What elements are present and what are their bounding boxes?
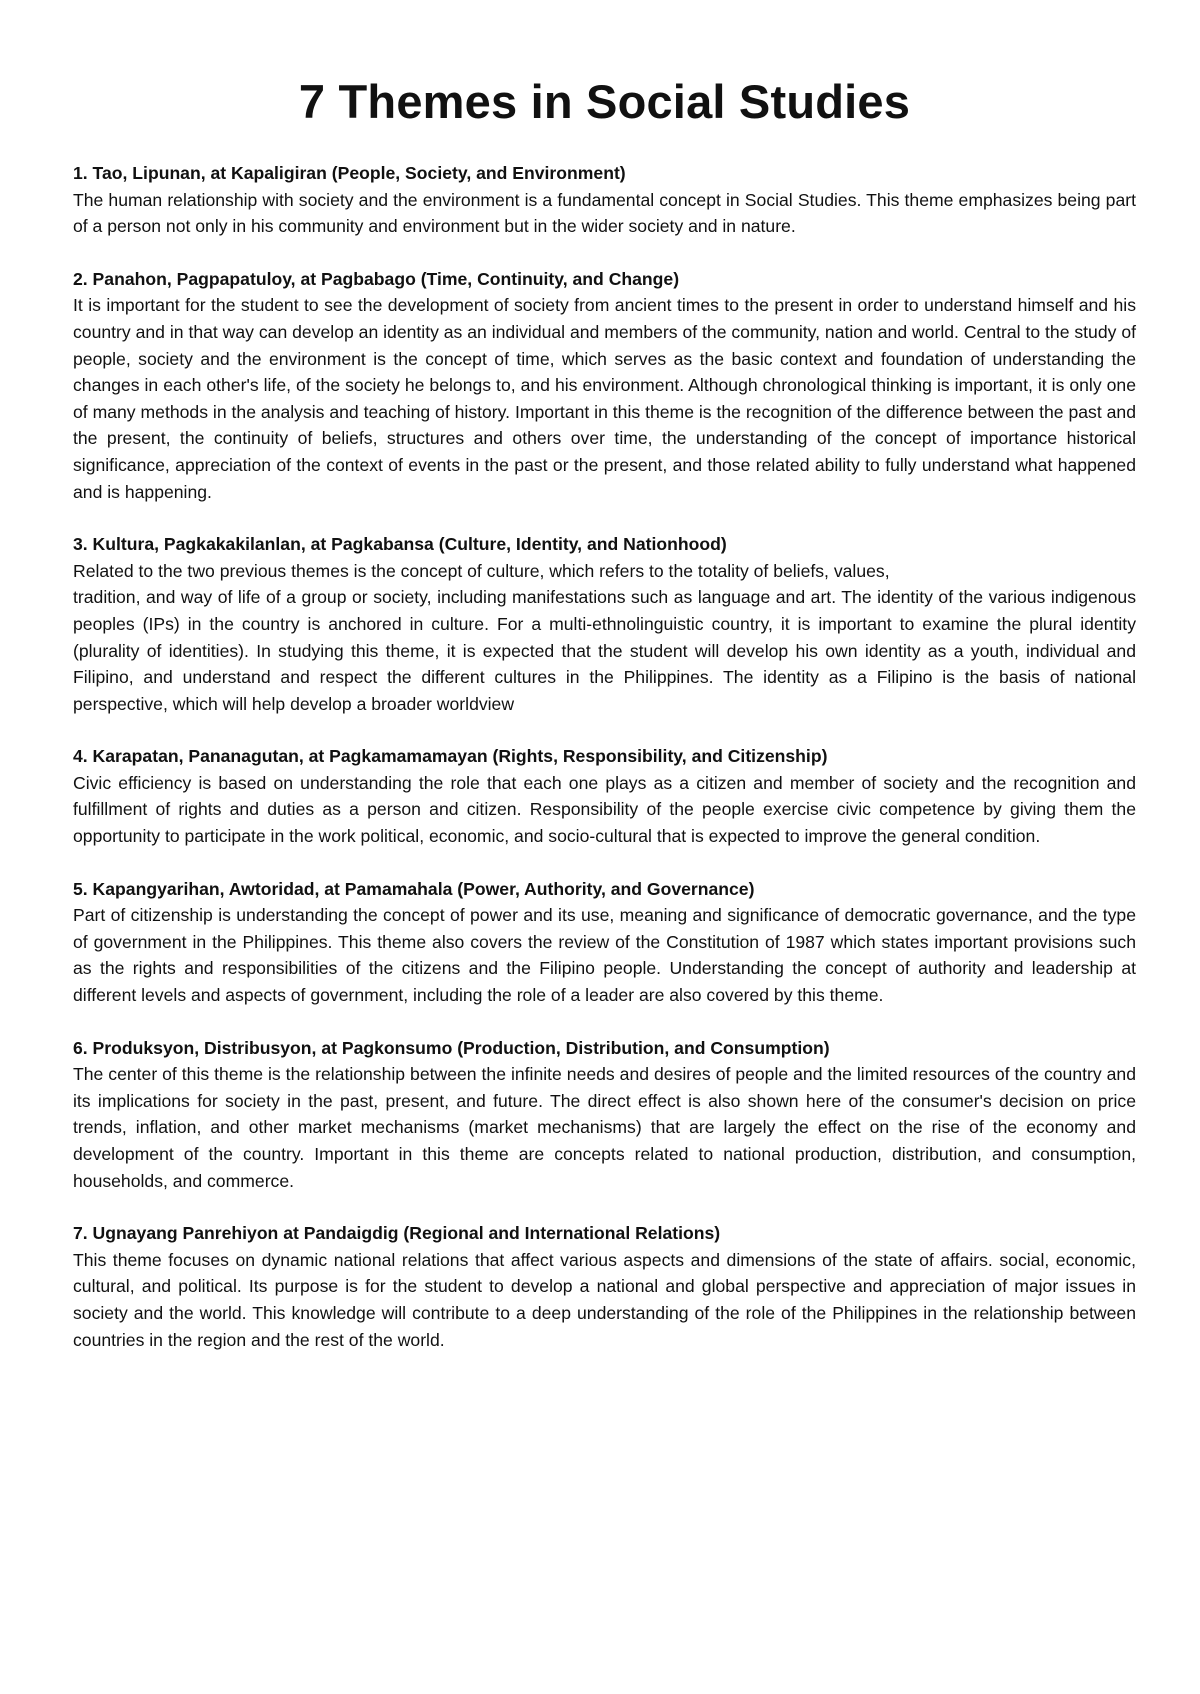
theme-paragraph: The human relationship with society and the environment is a fundamental concept in Social Studies. This theme emphasizes being part of a person not only in his community and environment but in the wider society and in nature. (73, 189, 1136, 237)
theme-paragraph: It is important for the student to see the development of society from ancient times to the present in order to understand himself and his country and in that way can develop an identity as an individual and members of the community, nation and world. Central to the study of people, society and the environment is the concept of time, which serves as the basic context and foundation of understanding the changes in each other's life, of the society he belongs to, and his environment. Although chronological thinking is important, it is only one of many methods in the analysis and teaching of history. Important in this theme is the recognition of the difference between the past and the present, the continuity of beliefs, structures and others over time, the understanding of the concept of importance historical significance, appreciation of the context of events in the past or the present, and those related ability to fully understand what happened and is happening. (73, 295, 1136, 502)
theme-section-7 (73, 1220, 1136, 1353)
theme-heading: 5. Kapangyarihan, Awtoridad, at Pamamahala (Power, Authority, and Governance) (73, 878, 755, 899)
theme-heading: 3. Kultura, Pagkakakilanlan, at Pagkabansa (Culture, Identity, and Nationhood) (73, 534, 727, 555)
theme-section-2 (73, 266, 1136, 505)
theme-paragraph: This theme focuses on dynamic national relations that affect various aspects and dimensions of the state of affairs. social, economic, cultural, and political. Its purpose is for the student to develop a national and global perspective and appreciation of major issues in society and the world. This knowledge will contribute to a deep understanding of the role of the Philippines in the relationship between countries in the region and the rest of the world. (73, 1249, 1136, 1350)
theme-paragraph: The center of this theme is the relationship between the infinite needs and desires of people and the limited resources of the country and its implications for society in the past, present, and future. The direct effect is also shown here of the consumer's decision on price trends, inflation, and other market mechanisms (market mechanisms) that are largely the effect on the rise of the economy and development of the country. Important in this theme are concepts related to national production, distribution, and consumption, households, and commerce. (73, 1064, 1136, 1191)
theme-heading: 6. Produksyon, Distribusyon, at Pagkonsumo (Production, Distribution, and Consumption) (73, 1037, 830, 1058)
document-title: 7 Themes in Social Studies (298, 75, 911, 128)
theme-heading: 1. Tao, Lipunan, at Kapaligiran (People, Society, and Environment) (73, 163, 626, 183)
theme-heading: 7. Ugnayang Panrehiyon at Pandaigdig (Regional and International Relations) (73, 1223, 721, 1244)
theme-section-3 (73, 531, 1136, 717)
theme-section-1 (73, 160, 1136, 240)
theme-paragraph: tradition, and way of life of a group or society, including manifestations such as language and art. The identity of the various indigenous peoples (IPs) in the country is anchored in culture. For a multi-ethnolinguistic country, it is important to examine the plural identity (plurality of identities). In studying this theme, it is expected that the student will develop his own identity as a youth, individual and Filipino, and understand and respect the different cultures in the Philippines. The identity as a Filipino is the basis of national perspective, which will help develop a broader worldview (73, 587, 1136, 714)
theme-paragraph: Part of citizenship is understanding the concept of power and its use, meaning and significance of democratic governance, and the type of government in the Philippines. This theme also covers the review of the Constitution of 1987 which states important provisions such as the rights and responsibilities of the citizens and the Filipino people. Understanding the concept of authority and leadership at different levels and aspects of government, including the role of a leader are also covered by this theme. (73, 905, 1136, 1006)
theme-section-4 (73, 743, 1136, 849)
theme-heading: 4. Karapatan, Pananagutan, at Pagkamamamayan (Rights, Responsibility, and Citizenship) (73, 746, 828, 767)
theme-paragraph-first-line: Related to the two previous themes is the concept of culture, which refers to the totality of beliefs, values, (73, 560, 890, 581)
theme-section-6 (73, 1035, 1136, 1195)
theme-section-5 (73, 876, 1136, 1009)
theme-paragraph: Civic efficiency is based on understanding the role that each one plays as a citizen and member of society and the recognition and fulfillment of rights and duties as a person and citizen. Responsibility of the people exercise civic competence by giving them the opportunity to participate in the work political, economic, and socio-cultural that is expected to improve the general condition. (73, 772, 1136, 847)
theme-heading: 2. Panahon, Pagpapatuloy, at Pagbabago (Time, Continuity, and Change) (73, 268, 680, 289)
